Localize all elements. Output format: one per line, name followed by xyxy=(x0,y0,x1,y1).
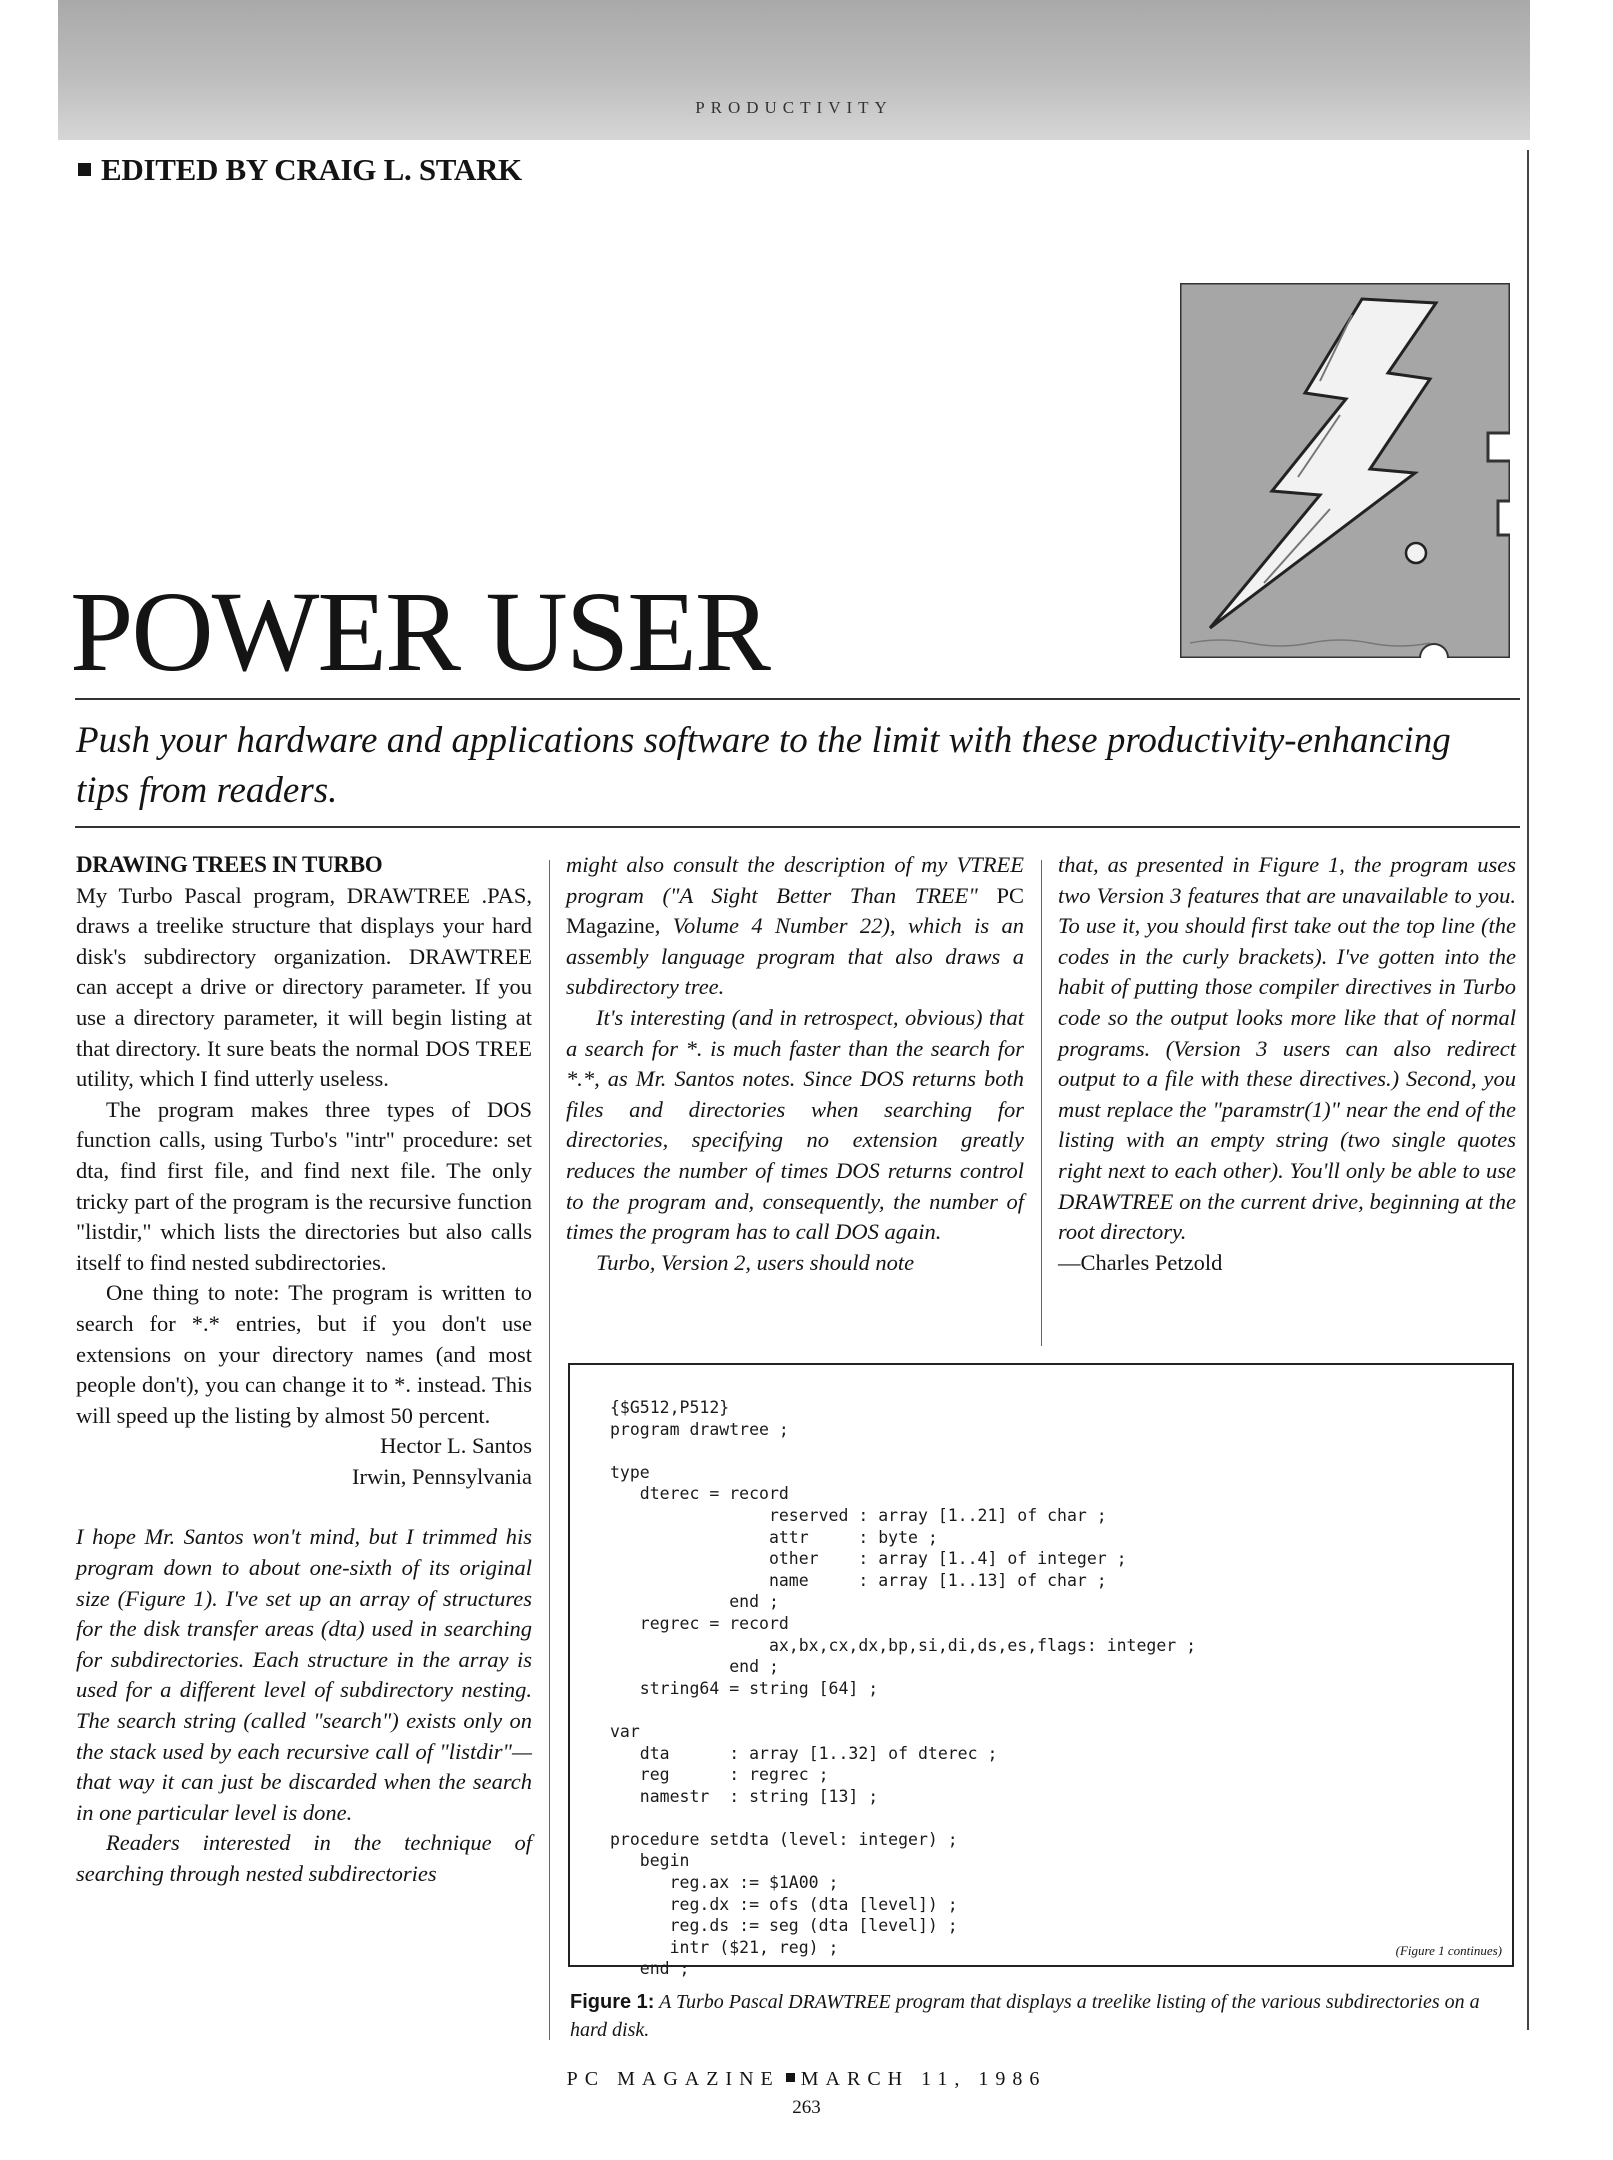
paragraph: that, as presented in Figure 1, the program uses two Version 3 features that are unavailable to you. To use it, you should first take out the top line (the codes in the curly brackets). I've gotten into the habit of putting those compiler directives in Turbo code so the output looks more like that of normal programs. (Version 3 users can also redirect output to a file with these directives.) Second, you must replace the "paramstr(1)" near the end of the listing with an empty string (two single quotes right next to each other). You'll only be able to use DRAWTREE on the current drive, beginning at the root directory. xyxy=(1058,852,1516,1245)
column-3 xyxy=(1058,850,1516,1278)
paragraph: might also consult the description of my VTREE program ("A Sight Better Than TREE" PC Magazine, Volume 4 Number 22), which is an assembly language program that also draws a subdirectory tree. xyxy=(566,852,1025,1000)
paragraph: The program makes three types of DOS function calls, using Turbo's "intr" procedure: set dta, find first file, and find next file. The only tricky part of the program is the recursive function "listdir," which lists the directories but also calls itself to find nested subdirectories. xyxy=(76,1096,532,1275)
column-2 xyxy=(566,850,1024,1278)
editor-text: EDITED BY CRAIG L. STARK xyxy=(101,152,522,187)
caption-label: Figure 1: xyxy=(570,1991,655,2013)
magazine-name: PC Magazine xyxy=(566,882,1025,939)
column-1 xyxy=(76,850,532,1890)
page-number: 263 xyxy=(792,2097,821,2118)
author-credit: —Charles Petzold xyxy=(1058,1249,1223,1275)
disk-hole-icon xyxy=(1406,543,1426,563)
figure-1-box xyxy=(568,1363,1514,1979)
deck-subtitle: Push your hardware and applications software to the limit with these productivity-enhancing tips from readers. xyxy=(76,720,1451,811)
signature-name: Hector L. Santos xyxy=(380,1433,532,1459)
paragraph: Turbo, Version 2, users should note xyxy=(596,1249,915,1275)
signature-place: Irwin, Pennsylvania xyxy=(352,1463,532,1489)
page-footer xyxy=(0,2068,1613,2091)
paragraph: Readers interested in the technique of searching through nested subdirectories xyxy=(76,1830,532,1886)
lightning-disk-logo xyxy=(1180,283,1510,658)
reader-signature xyxy=(76,1431,532,1492)
editor-credit xyxy=(78,152,522,188)
figure-continues-note: (Figure 1 continues) xyxy=(1395,1943,1502,1958)
title-rule xyxy=(75,698,1520,700)
paragraph: One thing to note: The program is written to search for *.* entries, but if you don't use extensions on your directory names (and most people don't), you can change it to *. instead. This will speed up the listing by almost 50 percent. xyxy=(76,1280,532,1428)
bullet-square-icon xyxy=(78,163,91,176)
caption-text: A Turbo Pascal DRAWTREE program that displays a treelike listing of the various subdirectories on a hard disk. xyxy=(570,1991,1480,2041)
column-divider xyxy=(549,860,550,2040)
right-border-rule xyxy=(1527,150,1529,2030)
article-heading: DRAWING TREES IN TURBO xyxy=(76,852,383,877)
paragraph: I hope Mr. Santos won't mind, but I trimmed his program down to about one-sixth of its original size (Figure 1). I've set up an array of structures for the disk transfer areas (dta) used in searching for subdirectories. Each structure in the array is used for a different level of subdirectory nesting. The search string (called "search") exists only on the stack used by each recursive call of "listdir"—that way it can just be discarded when the search in one particular level is done. xyxy=(76,1524,532,1825)
deck-rule xyxy=(75,826,1520,828)
paragraph: It's interesting (and in retrospect, obvious) that a search for *. is much faster than the search for *.*, as Mr. Santos notes. Since DOS returns both files and directories when searching for directories, specifying no extension greatly reduces the number of times DOS returns control to the program and, consequently, the number of times the program has to call DOS again. xyxy=(566,1004,1024,1245)
code-listing: {$G512,P512} program drawtree ; type dterec = record reserved : array [1..21] of char ; attr : byte ; other : array [1..4] of integer ; name : array [1..13] of char ; end ; regrec = record ax,bx,cx,dx,bp,si,di,ds,es,flags: integer ; end ; string64 = string [64] ; var dta : array [1..32] of dterec ; reg : regrec ; namestr : string [13] ; procedure setdta (level: integer) ; begin reg.ax := $1A00 ; reg.dx := ofs (dta [level]) ; reg.ds := seg (dta [level]) ; intr ($21, reg) ; end ; xyxy=(610,1398,1197,1979)
footer-bullet-icon xyxy=(786,2073,795,2082)
page-title: POWER USER xyxy=(70,568,769,695)
header-band xyxy=(58,0,1530,140)
figure-caption xyxy=(570,1988,1510,2044)
footer-magazine: PC MAGAZINE xyxy=(566,2068,780,2090)
paragraph: My Turbo Pascal program, DRAWTREE .PAS, draws a treelike structure that displays your hard disk's subdirectory organization. DRAWTREE can accept a drive or directory parameter. If you use a directory parameter, it will begin listing at that directory. It sure beats the normal DOS TREE utility, which I find utterly useless. xyxy=(76,882,532,1092)
section-label: PRODUCTIVITY xyxy=(695,98,893,117)
column-divider xyxy=(1041,860,1042,1346)
footer-date: MARCH 11, 1986 xyxy=(800,2068,1047,2090)
